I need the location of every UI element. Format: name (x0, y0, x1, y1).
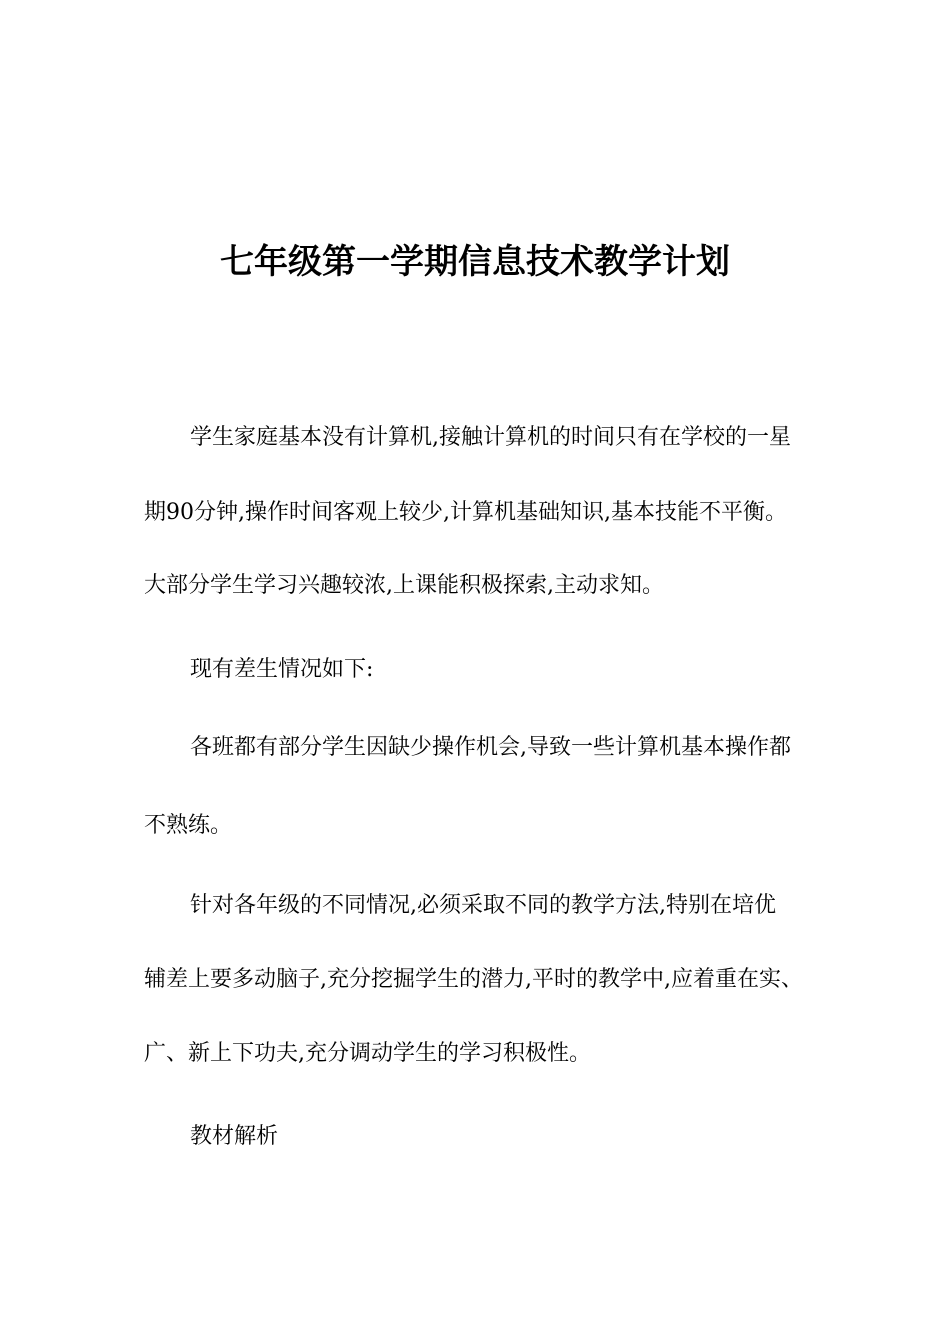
paragraph-line: 现有差生情况如下: (190, 657, 374, 682)
paragraph-line: 大部分学生学习兴趣较浓,上课能积极探索,主动求知。 (144, 573, 664, 598)
paragraph-line: 教材解析 (190, 1124, 279, 1149)
document-title: 七年级第一学期信息技术教学计划 (220, 242, 730, 282)
paragraph-line: 不熟练。 (144, 813, 233, 838)
paragraph-line: 学生家庭基本没有计算机,接触计算机的时间只有在学校的一星 (190, 425, 791, 450)
paragraph-line: 期90分钟,操作时间客观上较少,计算机基础知识,基本技能不平衡。 (144, 500, 787, 525)
paragraph-line: 针对各年级的不同情况,必须采取不同的教学方法,特别在培优 (190, 893, 776, 918)
paragraph-line: 广、新上下功夫,充分调动学生的学习积极性。 (144, 1041, 591, 1066)
paragraph-line: 各班都有部分学生因缺少操作机会,导致一些计算机基本操作都 (190, 735, 791, 760)
paragraph-line: 辅差上要多动脑子,充分挖掘学生的潜力,平时的教学中,应着重在实、 (144, 967, 803, 992)
